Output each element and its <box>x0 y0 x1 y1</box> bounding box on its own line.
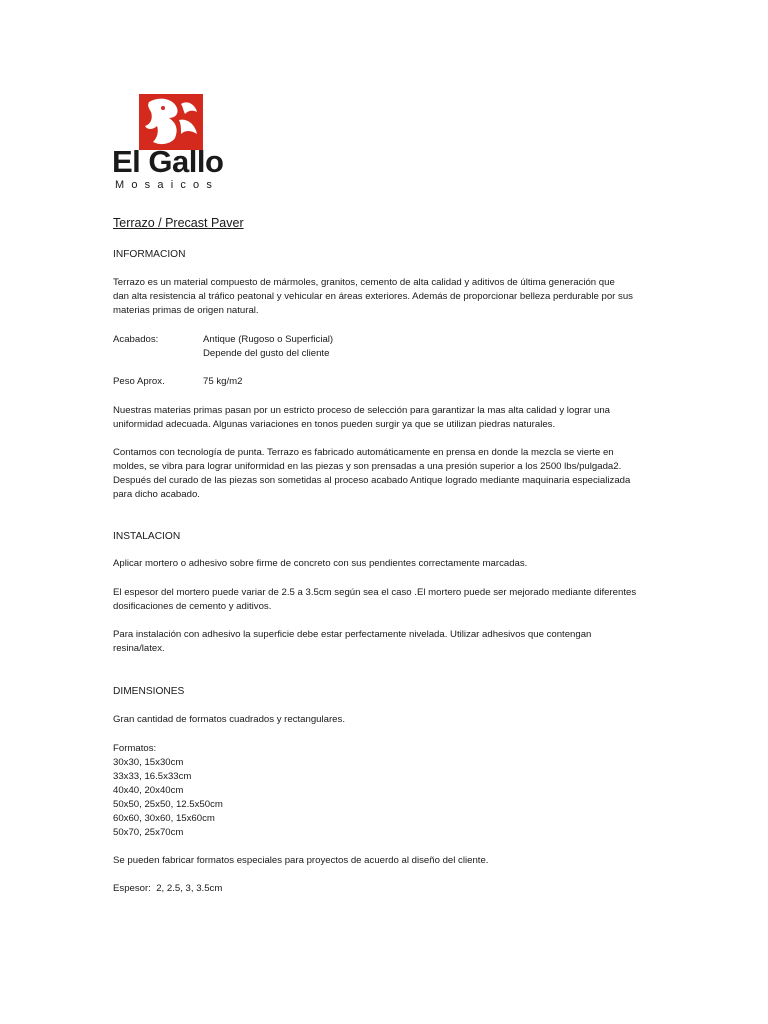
company-logo <box>112 94 234 196</box>
instalacion-p2-line-2: dosificaciones de cemento y aditivos. <box>113 601 272 612</box>
term-terrazo: Terrazo <box>113 277 145 288</box>
list-item: 60x60, 30x60, 15x60cm <box>113 813 215 824</box>
formatos-especiales: Se pueden fabricar formatos especiales para proyectos de acuerdo al diseño del cliente. <box>113 855 489 866</box>
logo-wordmark: El Gallo <box>112 144 224 179</box>
tecnologia-line-1: Contamos con tecnología de punta. Terrazo es fabricado automáticamente en prensa en donde la mezcla se vierte en <box>113 447 614 458</box>
intro-line-3: materias primas de origen natural. <box>113 305 259 316</box>
acabados-value: Antique (Rugoso o Superficial) <box>203 334 334 345</box>
tecnologia-line-4: para dicho acabado. <box>113 489 200 500</box>
section-heading-dimensiones: DIMENSIONES <box>113 686 185 697</box>
list-item: 50x70, 25x70cm <box>113 827 184 838</box>
term-terrazo: Terrazo <box>266 447 299 458</box>
tecnologia-line-2: moldes, se vibra para lograr uniformidad en las piezas y son prensadas a una presión superior a los 2500 lbs/pulgada2. <box>113 461 622 472</box>
intro-paragraph <box>113 276 656 318</box>
rooster-icon <box>139 94 203 150</box>
instalacion-paragraph-2 <box>113 586 656 614</box>
list-item: 50x50, 25x50, 12.5x50cm <box>113 799 223 810</box>
formatos-label: Formatos: <box>113 743 157 754</box>
materias-paragraph <box>113 404 656 432</box>
materias-line-1: Nuestras materias primas pasan por un estricto proceso de selección para garantizar la mas alta calidad y lograr una <box>113 405 610 416</box>
instalacion-paragraph-1: Aplicar mortero o adhesivo sobre firme de concreto con sus pendientes correctamente marcadas. <box>113 558 528 569</box>
formatos-list <box>113 742 656 840</box>
logo-subtitle: Mosaicos <box>115 179 220 191</box>
peso-label: Peso Aprox. <box>113 376 165 387</box>
tecnologia-line-3: Después del curado de las piezas son sometidas al proceso acabado Antique logrado mediante maquinaria especializada <box>113 475 631 486</box>
tecnologia-paragraph <box>113 446 656 502</box>
espesor-line: Espesor: 2, 2.5, 3, 3.5cm <box>113 883 223 894</box>
section-heading-informacion: INFORMACION <box>113 249 186 260</box>
list-item: 33x33, 16.5x33cm <box>113 771 192 782</box>
instalacion-p3-line-2: resina/latex. <box>113 643 165 654</box>
instalacion-p3-line-1: Para instalación con adhesivo la superficie debe estar perfectamente nivelada. Utilizar adhesivos que contengan <box>113 629 592 640</box>
acabados-label: Acabados: <box>113 334 159 345</box>
dimensiones-intro: Gran cantidad de formatos cuadrados y rectangulares. <box>113 714 345 725</box>
list-item: 30x30, 15x30cm <box>113 757 184 768</box>
intro-line-1: Terrazo es un material compuesto de mármoles, granitos, cemento de alta calidad y aditivos de última generación que <box>113 277 615 288</box>
peso-value: 75 kg/m2 <box>203 376 243 387</box>
page-title: Terrazo / Precast Paver <box>113 216 244 230</box>
intro-line-2: dan alta resistencia al tráfico peatonal y vehicular en áreas exteriores. Además de proporcionar belleza perdurable por sus <box>113 291 633 302</box>
list-item: 40x40, 20x40cm <box>113 785 184 796</box>
instalacion-paragraph-3 <box>113 628 656 656</box>
instalacion-p2-line-1: El espesor del mortero puede variar de 2.5 a 3.5cm según sea el caso .El mortero puede ser mejorado mediante diferentes <box>113 587 637 598</box>
acabados-note: Depende del gusto del cliente <box>203 348 330 359</box>
materias-line-2: uniformidad adecuada. Algunas variaciones en tonos pueden surgir ya que se utilizan piedras naturales. <box>113 419 556 430</box>
section-heading-instalacion: INSTALACION <box>113 531 181 542</box>
